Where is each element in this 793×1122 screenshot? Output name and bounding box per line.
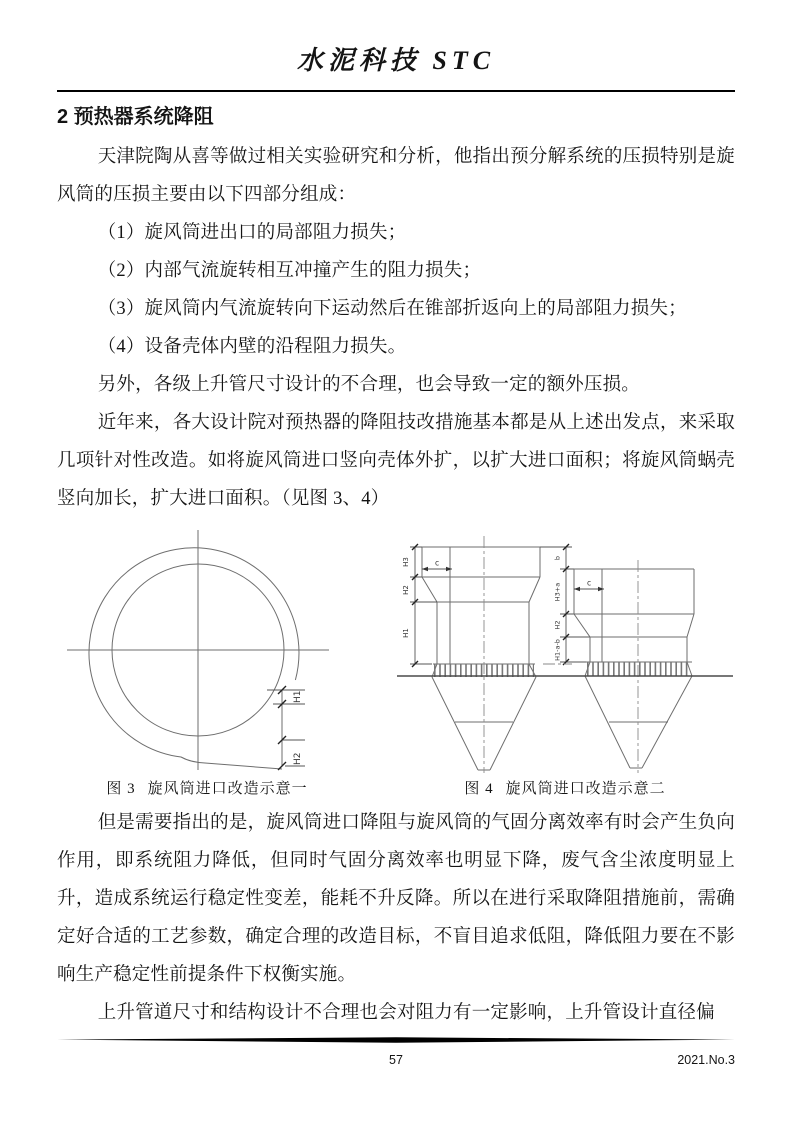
paragraph-extra-loss: 另外，各级上升管尺寸设计的不合理，也会导致一定的额外压损。 [97, 375, 640, 395]
fig4-left-dim-c: c [434, 558, 440, 568]
fig4-right-dim-h3a: H3+a [553, 582, 562, 602]
list-item-1: （1）旋风筒进出口的局部阻力损失； [97, 223, 407, 243]
paragraph-riser: 上升管道尺寸和结构设计不合理也会对阻力有一定影响，上升管设计直径偏 [97, 1003, 715, 1023]
fig4-right-dim-b: b [553, 555, 562, 561]
figure-4-caption-number: 图 4 [464, 781, 494, 797]
header-rule [57, 90, 735, 92]
section-heading: 2 预热器系统降阻 [57, 106, 214, 128]
list-item-3: （3）旋风筒内气流旋转向下运动然后在锥部折返向上的局部阻力损失； [97, 299, 687, 319]
page-footer [57, 1031, 735, 1069]
paragraph-intro: 天津院陶从喜等做过相关实验研究和分析，他指出预分解系统的压损特别是旋风筒的压损主要由以下四部分组成： [57, 147, 735, 205]
figure-4-caption [395, 776, 735, 802]
fig4-right-dim-h1ab: H1-a-b [553, 639, 562, 661]
journal-header [57, 44, 735, 92]
figure-4-caption-text: 旋风筒进口改造示意二 [505, 781, 666, 797]
figure-4 [395, 522, 735, 802]
list-item-4: （4）设备壳体内壁的沿程阻力损失。 [97, 337, 407, 357]
figure-3 [57, 522, 357, 802]
issue-label: 2021.No.3 [677, 1053, 735, 1067]
fig4-right-dim-c: c [586, 578, 592, 588]
fig3-dim-h1: H1 [293, 690, 303, 703]
fig4-left-dim-h2: H2 [402, 585, 410, 595]
paragraph-tradeoff: 但是需要指出的是，旋风筒进口降阻与旋风筒的气固分离效率有时会产生负向作用，即系统阻力降低，但同时气固分离效率也明显下降，废气含尘浓度明显上升，造成系统运行稳定性变差，能耗不升反降。所以在进行采取降阻措施前，需确定好合适的工艺参数，确定合理的改造目标，不盲目追求低阻，降低阻力要在不影响生产稳定性前提条件下权衡实施。 [57, 813, 735, 985]
figure-3-caption [57, 776, 357, 802]
figure-row [57, 522, 735, 802]
footer-rule [57, 1037, 735, 1044]
figure-3-caption-number: 图 3 [106, 781, 136, 797]
fig3-dim-h2: H2 [293, 752, 303, 765]
list-item-2: （2）内部气流旋转相互冲撞产生的阻力损失； [97, 261, 482, 281]
fig4-left-dim-h1: H1 [402, 628, 410, 638]
fig4-left-dim-h3: H3 [402, 557, 410, 567]
page-number: 57 [389, 1053, 403, 1067]
figure-3-caption-text: 旋风筒进口改造示意一 [147, 781, 308, 797]
figure-4-diagram [395, 522, 735, 774]
article-body [57, 100, 735, 1032]
figure-3-diagram [57, 522, 357, 774]
journal-title: 水泥科技 STC [296, 46, 496, 75]
footer-row [57, 1051, 735, 1069]
fig4-right-dim-h2: H2 [553, 620, 562, 630]
paragraph-measures: 近年来，各大设计院对预热器的降阻技改措施基本都是从上述出发点，来采取几项针对性改造。如将旋风筒进口竖向壳体外扩，以扩大进口面积；将旋风筒蜗壳竖向加长，扩大进口面积。（见图 3、4） [57, 413, 735, 509]
